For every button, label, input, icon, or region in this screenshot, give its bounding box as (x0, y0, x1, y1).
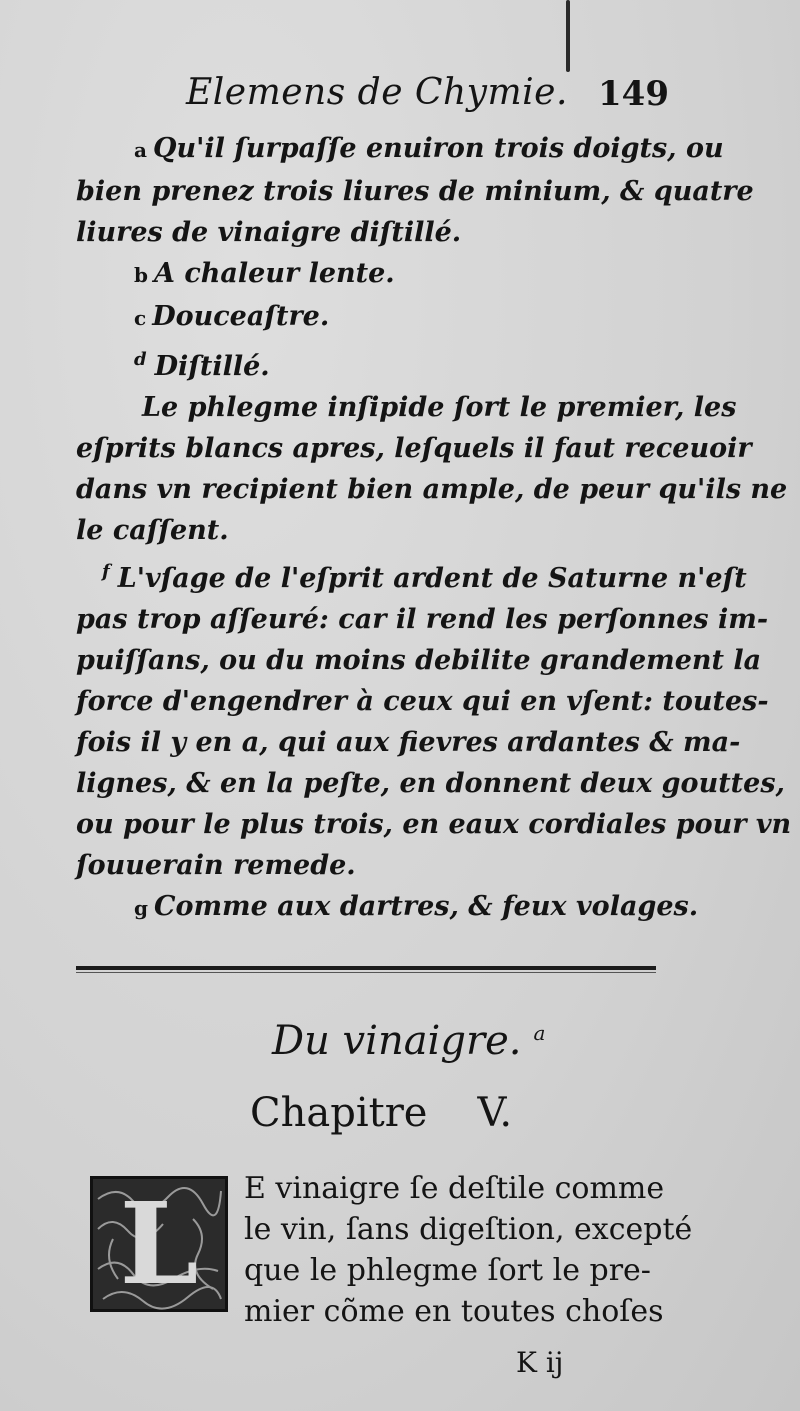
note-text: L'vſage de l'eſprit ardent de Saturne n'eſt (117, 563, 747, 594)
notes-section (76, 128, 792, 929)
note-text: bien prenez trois liures de minium, & quatre (76, 176, 754, 207)
note-line (76, 804, 792, 845)
note-line (76, 212, 676, 253)
note-line (76, 171, 754, 212)
chapter-number: V. (477, 1090, 513, 1136)
page-header (0, 68, 800, 118)
note-text: Le phlegme inſipide ſort le premier, les (142, 392, 737, 423)
note-line (76, 845, 676, 886)
note-line (76, 469, 788, 510)
note-text: dans vn recipient bien ample, de peur qu'ils ne (76, 474, 788, 505)
note-text: ou pour le plus trois, en eaux cordiales pour vn (76, 809, 792, 840)
note-text: Comme aux dartres, & feux volages. (153, 891, 699, 922)
note-line (76, 296, 676, 339)
note-line (76, 763, 785, 804)
note-line (76, 681, 769, 722)
note-text: Douceaſtre. (152, 301, 330, 332)
note-text: force d'engendrer à ceux qui en vſent: toutes- (76, 686, 769, 717)
note-text: puiſſans, ou du moins debilite grandement la (76, 645, 762, 676)
note-text: fois il y en a, qui aux fievres ardantes & ma- (76, 727, 741, 758)
chapter-title-note: a (533, 1020, 546, 1045)
chapter-title-text: Du vinaigre. (272, 1018, 522, 1064)
signature-mark: K ij (516, 1346, 564, 1379)
note-line (76, 339, 676, 387)
chapter-body (244, 1168, 693, 1332)
note-text: ſouuerain remede. (76, 850, 356, 881)
note-text: Diſtillé. (154, 351, 270, 382)
note-line (76, 886, 699, 929)
note-line (76, 387, 737, 428)
initial-letter: L (119, 1178, 199, 1310)
chapter-word: Chapitre (250, 1090, 428, 1136)
note-line (76, 428, 752, 469)
note-text: pas trop aſſeuré: car il rend les perſonnes im- (76, 604, 769, 635)
chapter-heading (250, 1090, 512, 1136)
running-title: Elemens de Chymie. (186, 72, 568, 113)
body-line: E vinaigre ſe deſtile comme (244, 1171, 665, 1206)
section-divider-thin (76, 972, 656, 973)
note-line (76, 722, 741, 763)
note-line (76, 128, 724, 171)
note-text: eſprits blancs apres, leſquels il faut receuoir (76, 433, 752, 464)
chapter-title (272, 1018, 553, 1064)
note-marker: b (134, 263, 148, 287)
note-text: le caſſent. (76, 515, 229, 546)
body-line: le vin, ſans digeſtion, excepté (244, 1212, 693, 1247)
note-line (76, 599, 769, 640)
body-line: que le phlegme ſort le pre- (244, 1253, 651, 1288)
note-line (76, 551, 747, 599)
note-marker: c (134, 306, 147, 330)
body-line: mier cõme en toutes choſes (244, 1294, 664, 1329)
section-divider (76, 966, 656, 970)
note-marker: a (134, 138, 147, 162)
note-line (76, 253, 676, 296)
binding-mark (566, 0, 570, 72)
note-marker: g (134, 896, 148, 920)
note-text: lignes, & en la peſte, en donnent deux gouttes, (76, 768, 785, 799)
note-text: Qu'il ſurpaſſe enuiron trois doigts, ou (152, 133, 724, 164)
note-text: A chaleur lente. (153, 258, 395, 289)
note-line (76, 510, 676, 551)
note-text: liures de vinaigre diſtillé. (76, 217, 462, 248)
note-line (76, 640, 762, 681)
note-marker: f (102, 561, 110, 582)
decorated-initial (90, 1176, 228, 1312)
page-number: 149 (598, 74, 669, 114)
note-marker: d (134, 349, 147, 370)
